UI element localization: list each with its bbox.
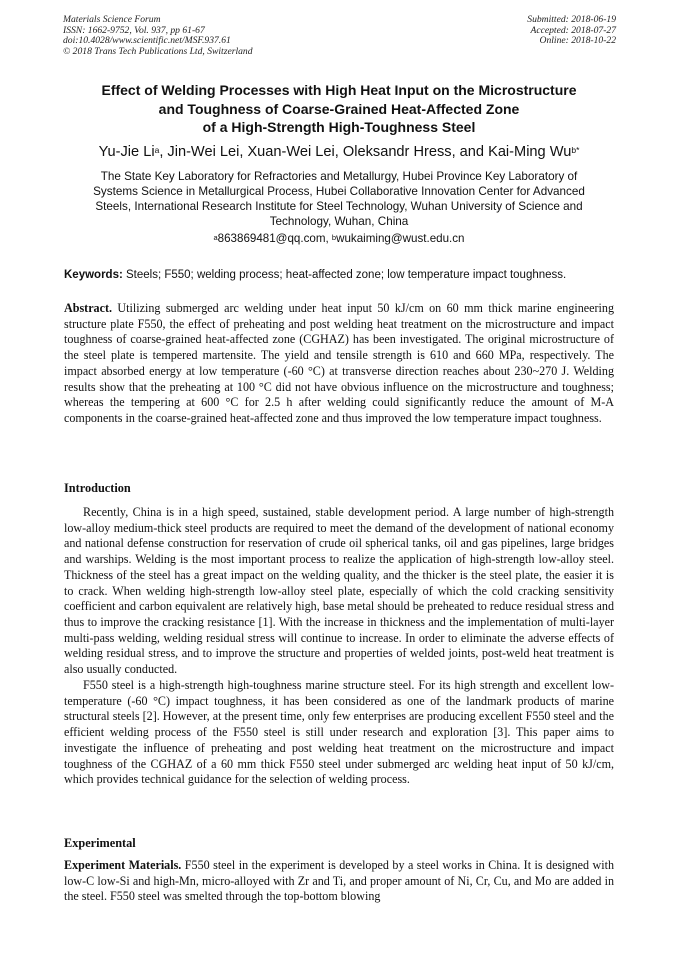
submission-dates xyxy=(527,15,616,47)
affiliation-line: The State Key Laboratory for Refractories and Metallurgy, Hubei Province Key Laboratory of xyxy=(100,170,578,183)
affiliation-line: Systems Science in Metallurgical Process, Hubei Collaborative Innovation Center for Advanced xyxy=(93,185,585,198)
experimental-body xyxy=(64,858,614,905)
abstract xyxy=(64,301,614,427)
journal-info xyxy=(63,15,253,57)
author-list xyxy=(20,143,658,161)
keywords xyxy=(64,268,616,282)
journal-doi: doi:10.4028/www.scientific.net/MSF.937.61 xyxy=(63,35,231,47)
author-names: , Jin-Wei Lei, Xuan-Wei Lei, Oleksandr Hress, and Kai-Ming Wu xyxy=(159,144,572,160)
keywords-text: Steels; F550; welding process; heat-affected zone; low temperature impact toughness. xyxy=(122,269,567,281)
email-a: 863869481@qq.com, xyxy=(217,232,332,245)
online-date: Online: 2018-10-22 xyxy=(539,35,616,47)
introduction-body xyxy=(64,505,614,788)
affiliation-line: Steels, International Research Institute for Steel Technology, Wuhan University of Science and xyxy=(95,200,583,213)
accepted-date: Accepted: 2018-07-27 xyxy=(530,24,616,36)
abstract-label: Abstract. xyxy=(64,301,113,315)
keywords-label: Keywords: xyxy=(64,269,123,281)
journal-issn: ISSN: 1662-9752, Vol. 937, pp 61-67 xyxy=(63,24,205,36)
journal-name: Materials Science Forum xyxy=(63,14,161,25)
title-line: Effect of Welding Processes with High Heat Input on the Microstructure xyxy=(101,82,577,98)
submitted-date: Submitted: 2018-06-19 xyxy=(527,14,616,25)
email-b: wukaiming@wust.edu.cn xyxy=(336,232,465,245)
section-heading-introduction: Introduction xyxy=(64,481,131,495)
paper-title xyxy=(40,81,638,137)
email-superscript: a xyxy=(213,233,218,242)
title-line: of a High-Strength High-Toughness Steel xyxy=(202,119,476,135)
section-heading-experimental: Experimental xyxy=(64,836,136,850)
affiliation-line: Technology, Wuhan, China xyxy=(269,215,409,228)
journal-copyright: © 2018 Trans Tech Publications Ltd, Switzerland xyxy=(63,45,253,57)
title-line: and Toughness of Coarse-Grained Heat-Affected Zone xyxy=(158,100,520,117)
paragraph: Recently, China is in a high speed, sustained, stable development period. A large number of high-strength low-alloy medium-thick steel products are required to meet the demand of the development of national economy and national defense construction for reservation of crude oil spherical tanks, oil and gas pipelines, large bridges and warships. Welding is the most important process to realize the application of high-strength low-alloy steel. Thickness of the steel has a great impact on the welding quality, and the thicker is the steel plate, the easier it is to crack. When welding high-strength low-alloy steel plate, especially of which the cold cracking sensitivity coefficient and carbon equivalent are relatively high, base metal should be preheated to reduce residual stress and thus to improve the cracking resistance [1]. With the increase in thickness and the implementation of multi-layer multi-pass welding, welding residual stress will continue to increase. In order to eliminate the adverse effects of welding residual stress, and to improve the structure and properties of welded joints, post-weld heat treatment is also usually conducted. xyxy=(64,505,614,677)
author-superscript: a xyxy=(154,145,160,155)
email-superscript: b xyxy=(331,233,337,242)
subsection-label: Experiment Materials. xyxy=(64,858,182,872)
paragraph: F550 steel in the experiment is developed by a steel works in China. It is designed with low-C low-Si and high-Mn, micro-alloyed with Zr and Ti, and proper amount of Ni, Cr, Cu, and Mo are added in the steel. F550 steel was smelted through the top-bottom blowing xyxy=(64,858,615,904)
affiliation xyxy=(40,169,638,229)
abstract-text: Utilizing submerged arc welding under heat input 50 kJ/cm on 60 mm thick marine engineering structure plate F550, the effect of preheating and post welding heat treatment on the microstructure and impact toughness of coarse-grained heat-affected zone (CGHAZ) has been investigated. The original microstructure of the steel plate is tempered martensite. The yield and tensile strength is 610 and 660 MPa, respectively. The impact absorbed energy at low temperature (-60 °C) at transverse direction reaches about 230~270 J. Welding results show that the preheating at 100 °C did not have obvious influence on the microstructure and toughness; whereas the tempering at 600 °C for 2.5 h after welding could significantly reduce the amount of M-A components in the coarse-grained heat-affected zone and thus improved the low temperature impact toughness. xyxy=(64,301,614,426)
paragraph: F550 steel is a high-strength high-toughness marine structure steel. For its high strength and excellent low-temperature (-60 °C) impact toughness, it has been considered as one of the landmark products of marine structural steels [2]. However, at the present time, only few enterprises are producing excellent F550 steel and the efficient welding process of the F550 steel is still under research and exploration [3]. This paper aims to investigate the influence of preheating and post welding heat treatment on the microstructure and impact toughness of the CGHAZ of a 60 mm thick F550 steel under submerged arc welding heat input of 50 kJ/cm, which provides technical guidance for the selection of welding process. xyxy=(64,677,614,787)
author-superscript: b* xyxy=(571,145,580,155)
author-name: Yu-Jie Li xyxy=(98,144,155,160)
author-emails xyxy=(40,231,638,246)
